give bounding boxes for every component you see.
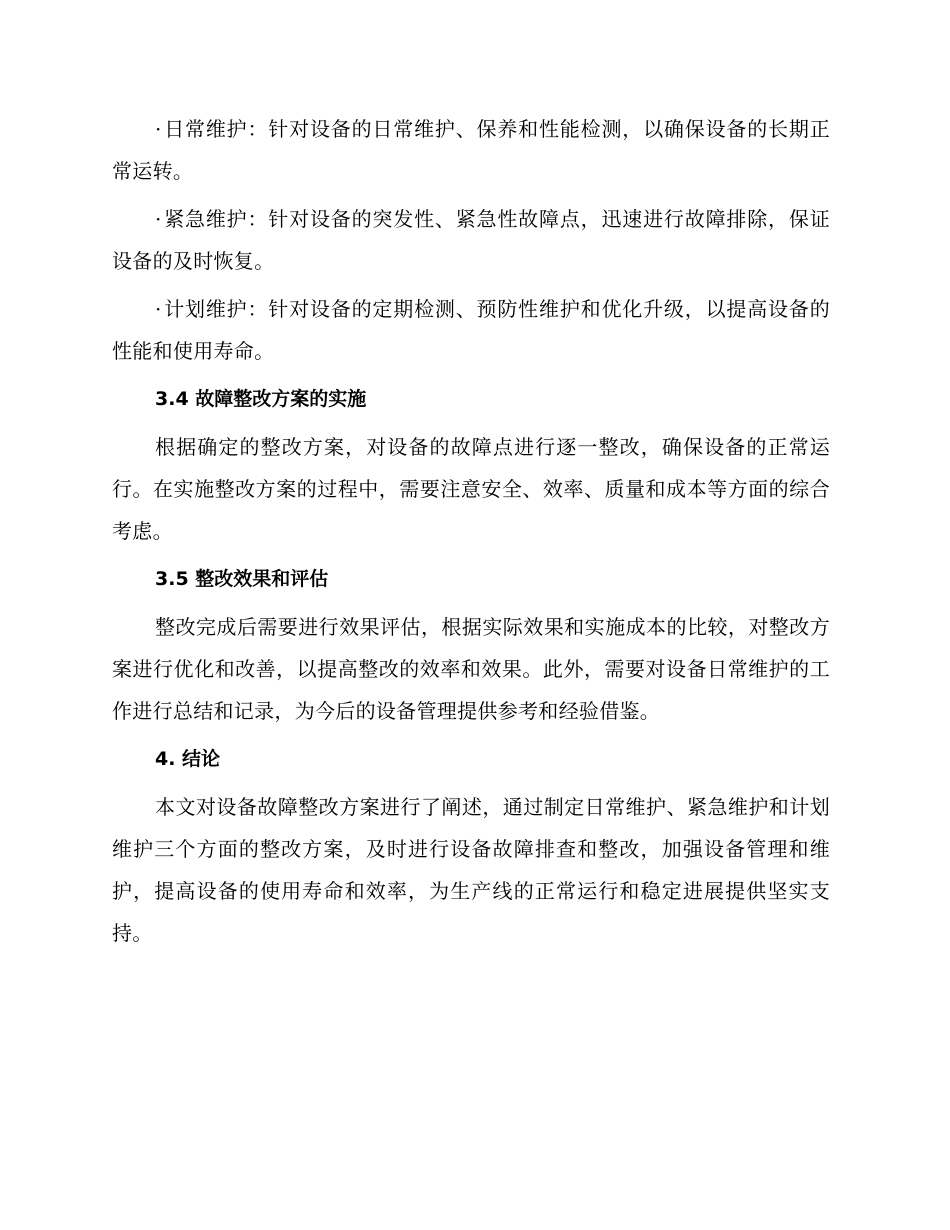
bullet-planned-maintenance: [112, 288, 830, 372]
bullet-mark: ·: [155, 117, 162, 141]
bullet-text: 日常维护：针对设备的日常维护、保养和性能检测，以确保设备的长期正常运转。: [112, 117, 830, 183]
bullet-text: 紧急维护：针对设备的突发性、紧急性故障点，迅速进行故障排除，保证设备的及时恢复。: [112, 207, 830, 273]
bullet-mark: ·: [155, 297, 162, 321]
section-body-3-4: 根据确定的整改方案，对设备的故障点进行逐一整改，确保设备的正常运行。在实施整改方案的过程中，需要注意安全、效率、质量和成本等方面的综合考虑。: [112, 435, 830, 543]
section-body-conclusion: 本文对设备故障整改方案进行了阐述，通过制定日常维护、紧急维护和计划维护三个方面的整改方案，及时进行设备故障排查和整改，加强设备管理和维护，提高设备的使用寿命和效率，为生产线的正常运行和稳定进展提供坚实支持。: [112, 795, 830, 945]
bullet-mark: ·: [155, 207, 162, 231]
section-heading-3-5: 3.5 整改效果和评估: [155, 568, 329, 590]
section-heading-3-4: 3.4 故障整改方案的实施: [155, 388, 367, 410]
section-heading-conclusion: 4. 结论: [155, 748, 221, 770]
bullet-emergency-maintenance: [112, 198, 830, 282]
section-body-3-5: 整改完成后需要进行效果评估，根据实际效果和实施成本的比较，对整改方案进行优化和改善，以提高整改的效率和效果。此外，需要对设备日常维护的工作进行总结和记录，为今后的设备管理提供参考和经验借鉴。: [112, 615, 830, 723]
bullet-daily-maintenance: [112, 108, 830, 192]
bullet-text: 计划维护：针对设备的定期检测、预防性维护和优化升级，以提高设备的性能和使用寿命。: [112, 297, 830, 363]
document-body: [112, 108, 830, 954]
